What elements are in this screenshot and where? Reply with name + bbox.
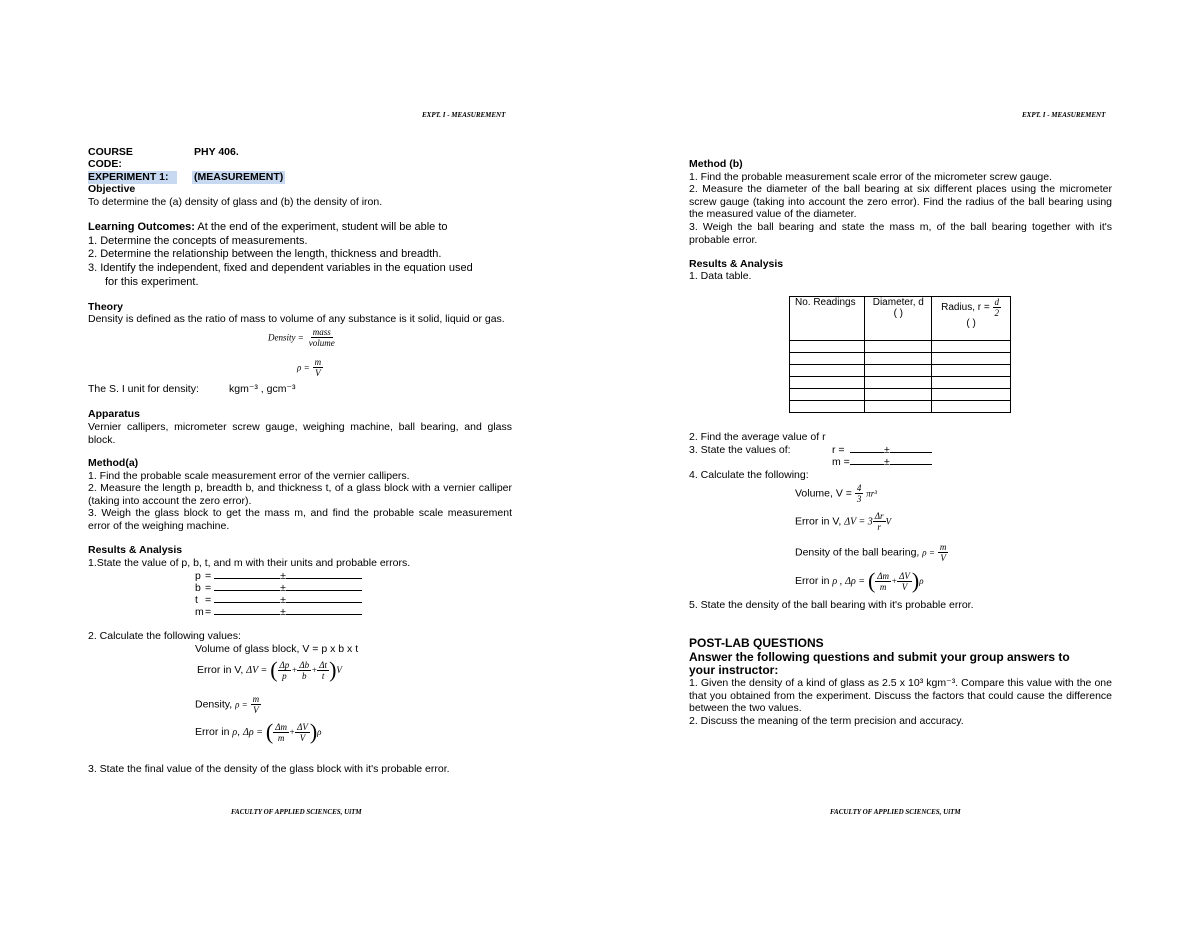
- lo-intro: At the end of the experiment, student will be able to: [194, 221, 448, 233]
- table-row: [790, 377, 1011, 389]
- two-sym: 2: [994, 308, 1000, 318]
- page-header-right: EXPT. I - MEASUREMENT: [1022, 111, 1106, 119]
- pm-sign: ±: [280, 582, 286, 594]
- state-density-line: 5. State the density of the ball bearing with it's probable error.: [689, 599, 974, 611]
- eq-sign: =: [205, 570, 212, 582]
- v-sym: V: [253, 705, 259, 715]
- error-v-label-right: Error in V,: [795, 515, 842, 528]
- data-table-label: 1. Data table.: [689, 270, 752, 282]
- rho-eq-2: ρ =: [235, 699, 248, 710]
- rho-eq: ρ =: [297, 362, 310, 373]
- objective-title: Objective: [88, 183, 136, 195]
- density-word: Density =: [268, 332, 304, 343]
- dm: Δm: [877, 570, 890, 581]
- lo-item-3-cont: for this experiment.: [105, 276, 199, 288]
- col-header-diameter: [865, 297, 932, 341]
- error-rho-label-right: Error in: [795, 574, 830, 587]
- page-footer-left: FACULTY OF APPLIED SCIENCES, UiTM: [231, 808, 362, 816]
- v-sym: V: [940, 553, 946, 563]
- method-b-item-2: 2. Measure the diameter of the ball bearing at six different places using the micrometer screw gauge (taking into account the zero error). Find the radius of the ball bearing using the measured value of the diameter.: [689, 183, 1112, 220]
- var-t: t: [195, 594, 198, 606]
- three: 3: [856, 494, 862, 504]
- radius-unit: ( ): [966, 318, 976, 329]
- error-rho-right-formula: Error in ρ , Δρ = ( $\frac{\Delta m}{m}$ + $\frac{\Delta V}{V}$ )ρ: [795, 568, 924, 593]
- method-b-title: Method (b): [689, 158, 743, 170]
- theory-title: Theory: [88, 301, 124, 313]
- eq-sign: =: [205, 582, 212, 594]
- eq-sign: =: [205, 594, 212, 606]
- delta-rho: Δρ =: [845, 575, 866, 587]
- lo-item-2: 2. Determine the relationship between the length, thickness and breadth.: [88, 248, 442, 260]
- postlab-title: POST-LAB QUESTIONS: [689, 636, 824, 650]
- pm-sign: ±: [280, 594, 286, 606]
- density-left-formula: [195, 694, 261, 715]
- mass-word: mass: [312, 327, 331, 337]
- pm-sign: ±: [280, 570, 286, 582]
- rho-sym: ρ ,: [832, 575, 843, 587]
- r-label: r =: [832, 444, 845, 456]
- var-m: m: [195, 606, 204, 618]
- table-row: [790, 341, 1011, 353]
- lo-item-1: 1. Determine the concepts of measurements.: [88, 235, 308, 247]
- v-sym: V: [885, 516, 892, 527]
- error-v-formula: Error in V, ΔV = ( $\frac{\Delta p}{p}$ + $\frac{\Delta b}{b}$ + $\frac{\Delta t}{t}$ )V: [197, 657, 342, 682]
- density-label: Density,: [195, 698, 233, 711]
- postlab-subtitle: Answer the following questions and submit your group answers to your instructor:: [689, 650, 1070, 677]
- volume-formula: [795, 483, 877, 504]
- si-unit-label: The S. I unit for density:: [88, 383, 199, 395]
- dv: ΔV: [899, 570, 910, 581]
- rho-formula: [297, 357, 323, 378]
- method-b-item-3: 3. Weigh the ball bearing and state the mass m, of the ball bearing together with it's probable error.: [689, 221, 1112, 246]
- method-b-item-1: 1. Find the probable measurement scale error of the micrometer screw gauge.: [689, 171, 1053, 183]
- value-line-b: [195, 582, 362, 594]
- rho-sym: ρ: [232, 726, 238, 738]
- col-header-readings: No. Readings: [790, 297, 865, 341]
- m-v-fraction: [313, 357, 324, 378]
- delta-v-eq: ΔV = 3: [844, 516, 873, 528]
- table-row: [790, 365, 1011, 377]
- apparatus-title: Apparatus: [88, 408, 140, 420]
- col-header-radius: [932, 297, 1011, 341]
- calc-line: 4. Calculate the following:: [689, 469, 809, 481]
- error-rho-formula: Error in ρ, Δρ = ( $\frac{\Delta m}{m}$ + $\frac{\Delta V}{V}$ )ρ: [195, 719, 322, 744]
- v-sym: V: [901, 581, 908, 592]
- d-sym: d: [994, 297, 1000, 307]
- lo-title: Learning Outcomes:: [88, 221, 195, 233]
- page-header-left: EXPT. I - MEASUREMENT: [422, 111, 506, 119]
- m-sym: m: [252, 694, 260, 704]
- m-label: m =: [832, 456, 850, 468]
- error-rho-label: Error in: [195, 725, 230, 738]
- density-bb-label: Density of the ball bearing,: [795, 546, 920, 559]
- experiment-value: (MEASUREMENT): [194, 171, 284, 183]
- method-a-item-1: 1. Find the probable scale measurement error of the vernier callipers.: [88, 470, 410, 482]
- data-table: [789, 296, 1011, 413]
- var-b: b: [195, 582, 201, 594]
- volume-label: Volume, V =: [795, 487, 852, 500]
- course-value: PHY 406.: [194, 146, 239, 158]
- four: 4: [856, 483, 862, 493]
- experiment-label: EXPERIMENT 1:: [88, 171, 177, 184]
- v-sym: V: [315, 368, 321, 378]
- diameter-label: Diameter, d: [872, 297, 924, 308]
- m-sym: m: [939, 542, 947, 552]
- value-line-p: [195, 570, 362, 582]
- rho-eq: ρ =: [922, 547, 935, 558]
- postlab-item-1: 1. Given the density of a kind of glass as 2.5 x 10³ kgm⁻³. Compare this value with the one that you obtained from the experiment. Discuss the factors that could cause the difference between the two values.: [689, 677, 1112, 714]
- final-line: 3. State the final value of the density of the glass block with it's probable error.: [88, 763, 450, 775]
- r-value-line: [832, 444, 932, 456]
- radius-label: Radius, r =: [941, 302, 990, 314]
- density-bb-formula: [795, 542, 948, 563]
- diameter-unit: ( ): [893, 308, 904, 319]
- volume-line: Volume of glass block, V = p x b x t: [195, 643, 359, 655]
- method-a-item-2: 2. Measure the length p, breadth b, and thickness t, of a glass block with a vernier calliper (taking into account the zero error).: [88, 482, 512, 507]
- postlab-item-2: 2. Discuss the meaning of the term precision and accuracy.: [689, 715, 964, 727]
- calc-intro: 2. Calculate the following values:: [88, 630, 241, 642]
- method-a-item-3: 3. Weigh the glass block to get the mass m, and find the probable scale measurement error of the weighing machine.: [88, 507, 512, 532]
- mass-volume-fraction: [307, 327, 337, 348]
- value-line-m: [195, 606, 362, 618]
- pm-sign: ±: [884, 456, 890, 468]
- density-formula: [268, 327, 337, 348]
- lo-item-3: 3. Identify the independent, fixed and dependent variables in the equation used: [88, 262, 473, 274]
- table-row: [790, 401, 1011, 413]
- pm-sign: ±: [884, 444, 890, 456]
- table-row: [790, 389, 1011, 401]
- table-row: [790, 353, 1011, 365]
- m-value-line: [832, 456, 932, 468]
- state-line: 3. State the values of:: [689, 444, 791, 456]
- m-sym: m: [879, 581, 887, 592]
- eq-sign: =: [205, 606, 212, 618]
- value-line-t: [195, 594, 362, 606]
- delta-v: ΔV =: [246, 664, 268, 676]
- page-footer-right: FACULTY OF APPLIED SCIENCES, UiTM: [830, 808, 961, 816]
- course-label: COURSE: [88, 146, 133, 158]
- volume-word: volume: [308, 338, 335, 348]
- si-unit-value: kgm⁻³ , gcm⁻³: [229, 383, 296, 395]
- error-v-label: Error in V,: [197, 663, 244, 676]
- delta-r: Δr: [874, 511, 884, 521]
- var-p: p: [195, 570, 201, 582]
- delta-rho: Δρ =: [243, 726, 263, 738]
- results-title-left: Results & Analysis: [88, 544, 183, 556]
- pm-sign: ±: [280, 606, 286, 618]
- avg-line: 2. Find the average value of r: [689, 431, 826, 443]
- pi-r3: πr³: [866, 488, 877, 499]
- learning-outcomes: [88, 221, 448, 234]
- r-sym: r: [877, 522, 881, 532]
- objective-text: To determine the (a) density of glass and (b) the density of iron.: [88, 196, 383, 208]
- method-a-title: Method(a): [88, 457, 139, 469]
- apparatus-text: Vernier callipers, micrometer screw gauge, weighing machine, ball bearing, and glass block.: [88, 421, 512, 446]
- results-intro: 1.State the value of p, b, t, and m with their units and probable errors.: [88, 557, 411, 569]
- results-title-right: Results & Analysis: [689, 258, 784, 270]
- m-sym: m: [314, 357, 322, 367]
- theory-text: Density is defined as the ratio of mass to volume of any substance is it solid, liquid or gas.: [88, 313, 505, 325]
- code-label: CODE:: [88, 158, 122, 170]
- error-v-right-formula: [795, 511, 891, 532]
